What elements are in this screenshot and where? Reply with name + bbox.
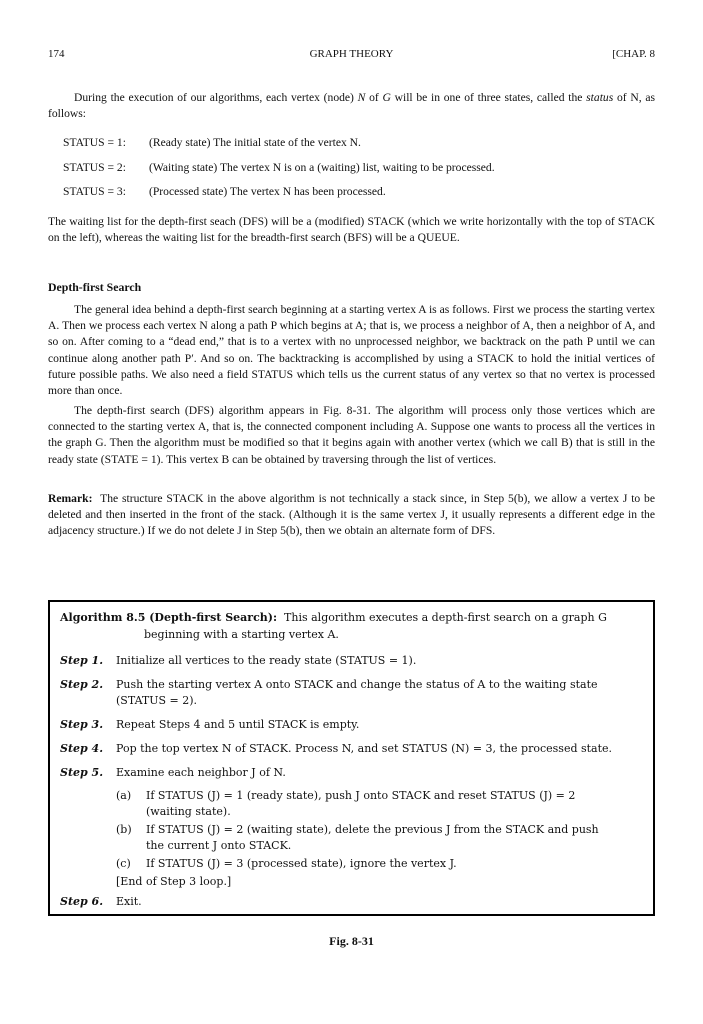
status-3-text: (Processed state) The vertex N has been processed. <box>149 185 386 198</box>
intro-text-3: of N, as follows: <box>48 91 655 121</box>
status-2-label: STATUS = 2: <box>63 161 126 174</box>
step-3-text: Repeat Steps 4 and 5 until STACK is empty. <box>116 718 360 731</box>
algorithm-box: Algorithm 8.5 (Depth-first Search): This algorithm executes a depth-first search on a graph G beginning with a starting vertex A. Step 1. Initialize all vertices to the ready state (STATUS = 1). Step 2. Push the starting vertex A onto STACK and change the status of A to the waiting state (STATUS = 2). Step 3. Repeat Steps 4 and 5 until STACK is empty. Step 4. Pop the top vertex N of STACK. Process N, and set STATUS (N) = 3, the processed state. Step 5. Examine each neighbor J of N. (a) If STATUS (J) = 1 (ready state), push J onto STACK and reset STATUS (J) = 2 (waiting state). (b) If STATUS (J) = 2 (waiting state), delete the previous J from the STACK and push the current J onto STACK. (c) If STATUS (J) = 3 (processed state), ignore the vertex J. [End of Step 3 loop.] Step 6. Exit. <box>48 600 655 916</box>
status-1 <box>63 136 361 149</box>
status-3-label: STATUS = 3: <box>63 185 126 198</box>
intro-g: G <box>382 91 391 104</box>
algorithm-title: Algorithm 8.5 (Depth-first Search): <box>60 611 278 624</box>
step-6-text: Exit. <box>116 895 142 908</box>
step-5-text: Examine each neighbor J of N. <box>116 766 286 779</box>
step-2-text-2: (STATUS = 2). <box>116 694 198 707</box>
intro-status-word: status <box>586 91 614 104</box>
running-title: GRAPH THEORY <box>309 48 394 60</box>
substep-c-text: If STATUS (J) = 3 (processed state), ignore the vertex J. <box>146 857 457 870</box>
section-heading: Depth-first Search <box>48 280 142 294</box>
algorithm-description-1: This algorithm executes a depth-first search on a graph G <box>284 611 607 624</box>
page-number: 174 <box>48 48 65 60</box>
dfs-paragraph-1: The general idea behind a depth-first search beginning at a starting vertex A is as follows. First we process the starting vertex A. Then we process each vertex N along a path P which begins at A; that is, we process a neighbor of A, then a neighbor of A, and so on. After coming to a “dead end,” that is to a vertex with no unprocessed neighbor, we backtrack on the path P until we can continue along another path P′. And so on. The backtracking is accomplished by using a STACK to hold the initial vertices of future possible paths. We also need a field STATUS which tells us the current status of any vertex so that no vertex is processed more than once. <box>48 303 655 398</box>
intro-text-1: During the execution of our algorithms, each vertex (node) <box>74 91 358 104</box>
dfs-paragraph-2: The depth-first search (DFS) algorithm appears in Fig. 8-31. The algorithm will process only those vertices which are connected to the starting vertex A, that is, the connected component including A. Suppose one wants to process all the vertices in the graph G. Then the algorithm must be modified so that it begins again with another vertex (which we call B) that is still in the ready state (STATE = 1). This vertex B can be obtained by traversing through the list of vertices. <box>48 404 655 466</box>
status-3 <box>63 185 386 198</box>
intro-of: of <box>365 91 383 104</box>
substep-b-text-1: If STATUS (J) = 2 (waiting state), delete the previous J from the STACK and push <box>146 823 599 836</box>
intro-text-2: will be in one of three states, called the <box>390 91 587 104</box>
step-1-label: Step 1. <box>60 654 104 667</box>
step-6-label: Step 6. <box>60 895 104 908</box>
remark-text: The structure STACK in the above algorithm is not technically a stack since, in Step 5(b), we allow a vertex J to be deleted and then inserted in the front of the stack. (Although it is the same vertex J, it usually represents a different edge in the adjacency structure.) If we do not delete J in Step 5(b), then we obtain an alternate form of DFS. <box>48 492 655 538</box>
step-5-label: Step 5. <box>60 766 104 779</box>
algorithm-description-2: beginning with a starting vertex A. <box>144 628 339 641</box>
status-2-text: (Waiting state) The vertex N is on a (waiting) list, waiting to be processed. <box>149 161 495 174</box>
substep-b-key: (b) <box>116 823 132 836</box>
substep-a-text-1: If STATUS (J) = 1 (ready state), push J onto STACK and reset STATUS (J) = 2 <box>146 789 576 802</box>
step-1-text: Initialize all vertices to the ready state (STATUS = 1). <box>116 654 417 667</box>
waiting-list-paragraph: The waiting list for the depth-first seach (DFS) will be a (modified) STACK (which we write horizontally with the top of STACK on the left), whereas the waiting list for the breadth-first search (BFS) will be a QUEUE. <box>48 215 655 245</box>
running-header <box>48 48 655 64</box>
status-2 <box>63 161 495 174</box>
step-2-label: Step 2. <box>60 678 104 691</box>
substep-a-text-2: (waiting state). <box>146 805 231 818</box>
status-1-label: STATUS = 1: <box>63 136 126 149</box>
chapter-label: [CHAP. 8 <box>612 48 655 60</box>
substep-b-text-2: the current J onto STACK. <box>146 839 292 852</box>
remark-paragraph <box>48 491 655 540</box>
substep-c-key: (c) <box>116 857 131 870</box>
step-4-text: Pop the top vertex N of STACK. Process N, and set STATUS (N) = 3, the processed state. <box>116 742 613 755</box>
intro-n: N <box>357 91 366 104</box>
algorithm-title-row <box>60 610 645 626</box>
intro-paragraph <box>48 90 655 122</box>
step-3-label: Step 3. <box>60 718 104 731</box>
step-2-text-1: Push the starting vertex A onto STACK and change the status of A to the waiting state <box>116 678 598 691</box>
figure-caption: Fig. 8-31 <box>329 934 374 948</box>
remark-label: Remark: <box>48 492 93 505</box>
substep-a-key: (a) <box>116 789 132 802</box>
status-1-text: (Ready state) The initial state of the vertex N. <box>149 136 361 149</box>
step-4-label: Step 4. <box>60 742 104 755</box>
